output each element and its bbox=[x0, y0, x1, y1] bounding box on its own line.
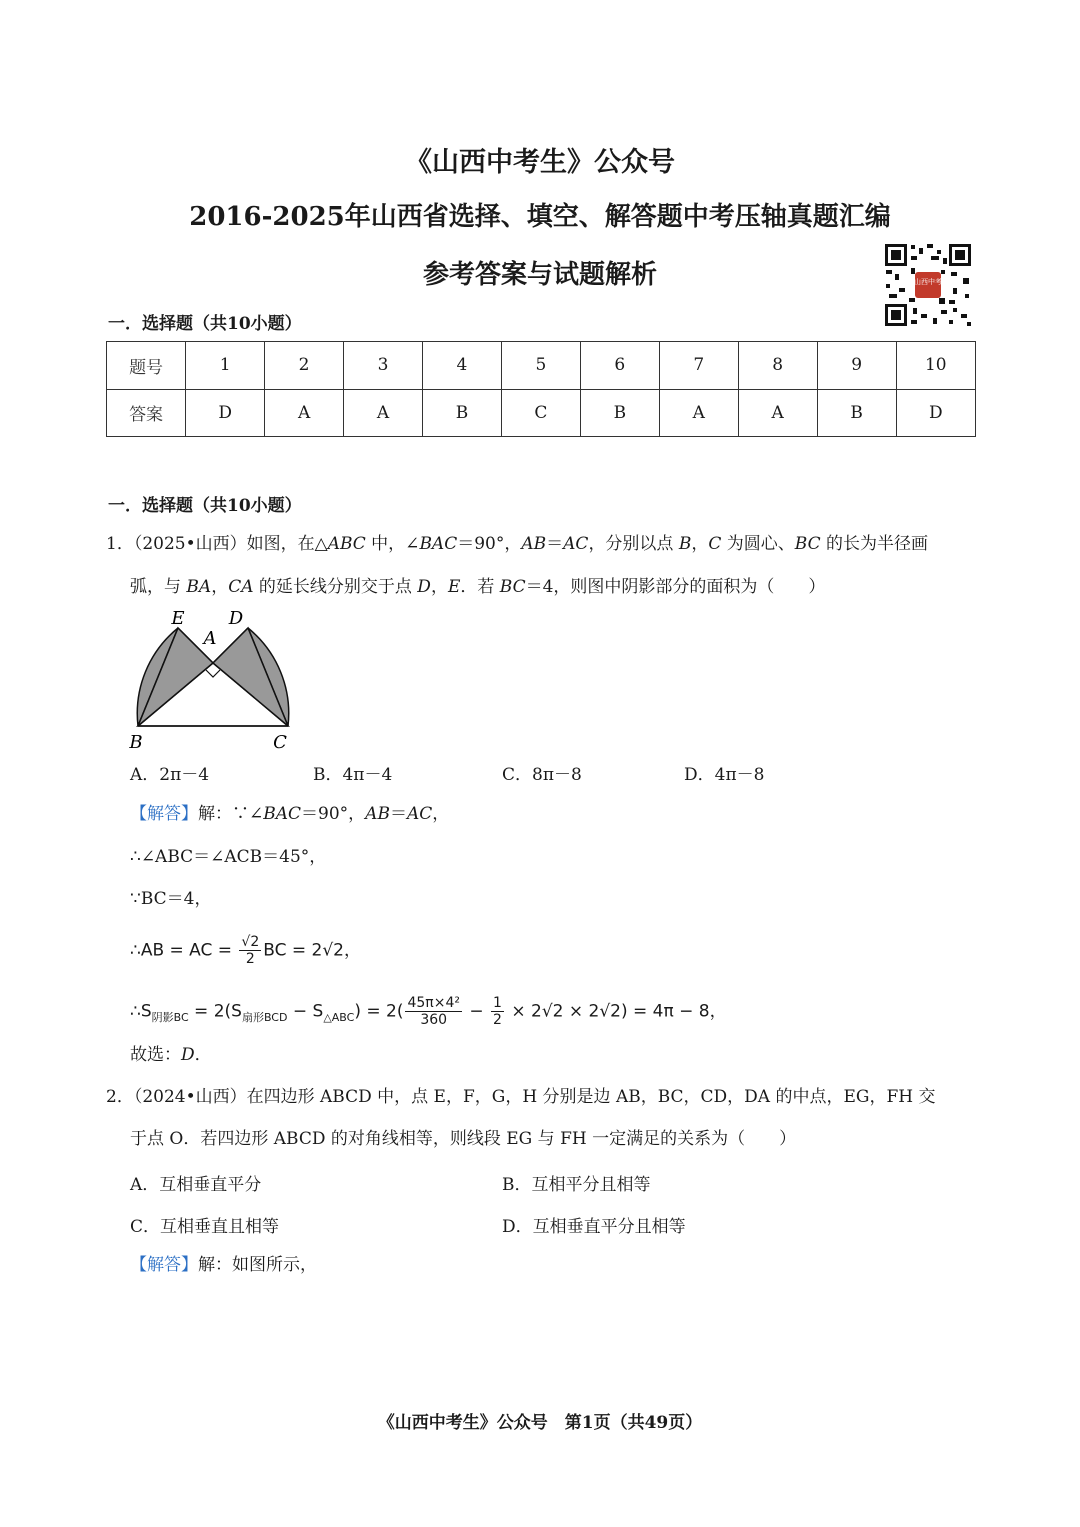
q2-option-c: C．互相垂直且相等 bbox=[130, 1217, 280, 1237]
section-heading-2: 一．选择题（共10小题） bbox=[108, 496, 302, 516]
label-a: A bbox=[203, 628, 217, 649]
table-cell: B bbox=[817, 389, 896, 437]
qr-code-image bbox=[883, 242, 973, 328]
q1-solution-line-5: $\therefore S_{阴影BC} = 2(S_{扇形BCD} - S_{\triangle ABC}) = 2$( $\frac{\text{45π×4²}}{360}$ − $\frac{1}{2}$ × 2√2 × 2√2) = 4π − 8， bbox=[130, 995, 727, 1028]
table-cell: A bbox=[265, 389, 344, 437]
q1-option-d: D．4π－8 bbox=[684, 765, 765, 785]
table-cell: A bbox=[738, 389, 817, 437]
q2-solution-line-1: 【解答】解：如图所示， bbox=[130, 1255, 317, 1275]
label-b: B bbox=[129, 732, 143, 752]
table-cell: 9 bbox=[817, 342, 896, 390]
q1-option-c: C．8π－8 bbox=[502, 765, 582, 785]
table-header-cell: 答案 bbox=[107, 389, 186, 437]
question-2-line-1: 2．（2024•山西）在四边形 ABCD 中，点 E，F，G，H 分别是边 AB，BC，CD，DA 的中点，EG，FH 交 bbox=[106, 1087, 936, 1107]
right-angle-mark bbox=[206, 670, 220, 677]
page-footer: 《山西中考生》公众号 第1页（共49页） bbox=[377, 1413, 703, 1433]
qr-logo-text: 山西中考 bbox=[914, 278, 942, 286]
table-cell: 4 bbox=[422, 342, 501, 390]
table-cell: D bbox=[186, 389, 265, 437]
question-1-line-2: 弧，与 BA，CA 的延长线分别交于点 D，E．若 BC＝4，则图中阴影部分的面积为（ ） bbox=[130, 577, 826, 597]
table-cell: B bbox=[422, 389, 501, 437]
q2-option-a: A．互相垂直平分 bbox=[130, 1175, 262, 1195]
table-cell: 10 bbox=[896, 342, 975, 390]
solution-tag: 【解答】 bbox=[130, 1255, 198, 1275]
doc-title: 《山西中考生》公众号 bbox=[405, 147, 675, 178]
table-row bbox=[107, 389, 976, 437]
question-1-figure bbox=[128, 606, 298, 752]
table-cell: 5 bbox=[501, 342, 580, 390]
label-c: C bbox=[273, 732, 287, 752]
question-1-line-1: 1．（2025•山西）如图，在△ABC 中，∠BAC＝90°，AB＝AC，分别以点 B，C 为圆心、BC 的长为半径画 bbox=[106, 534, 928, 554]
table-header-cell: 题号 bbox=[107, 342, 186, 390]
q1-option-a: A．2π－4 bbox=[130, 765, 210, 785]
table-cell: A bbox=[344, 389, 423, 437]
table-cell: B bbox=[580, 389, 659, 437]
doc-subtitle: 2016-2025年山西省选择、填空、解答题中考压轴真题汇编 bbox=[189, 202, 891, 232]
table-cell: 8 bbox=[738, 342, 817, 390]
table-cell: 1 bbox=[186, 342, 265, 390]
table-cell: 2 bbox=[265, 342, 344, 390]
table-row bbox=[107, 342, 976, 390]
table-cell: 3 bbox=[344, 342, 423, 390]
solution-tag: 【解答】 bbox=[130, 804, 198, 824]
q2-option-d: D．互相垂直平分且相等 bbox=[502, 1217, 686, 1237]
section-heading-1: 一．选择题（共10小题） bbox=[108, 314, 302, 334]
q2-option-b: B．互相平分且相等 bbox=[502, 1175, 651, 1195]
doc-section-title: 参考答案与试题解析 bbox=[422, 260, 657, 290]
table-cell: A bbox=[659, 389, 738, 437]
table-cell: 7 bbox=[659, 342, 738, 390]
q1-solution-line-4: ∴AB = AC = $\frac{√2}{2}$ BC = 2√2， bbox=[130, 934, 361, 967]
q1-solution-line-6: 故选：D． bbox=[130, 1045, 212, 1065]
q1-option-b: B．4π－4 bbox=[313, 765, 393, 785]
table-cell: D bbox=[896, 389, 975, 437]
table-cell: 6 bbox=[580, 342, 659, 390]
answer-table bbox=[106, 341, 976, 437]
q1-solution-line-1: 【解答】解：∵∠BAC＝90°，AB＝AC， bbox=[130, 804, 450, 824]
question-2-line-2: 于点 O．若四边形 ABCD 的对角线相等，则线段 EG 与 FH 一定满足的关系为（ ） bbox=[130, 1129, 797, 1149]
label-d: D bbox=[228, 608, 244, 629]
label-e: E bbox=[171, 608, 185, 629]
q1-solution-line-2: ∴∠ABC＝∠ACB＝45°， bbox=[130, 847, 327, 867]
q1-solution-line-3: ∵BC＝4， bbox=[130, 889, 212, 909]
table-cell: C bbox=[501, 389, 580, 437]
